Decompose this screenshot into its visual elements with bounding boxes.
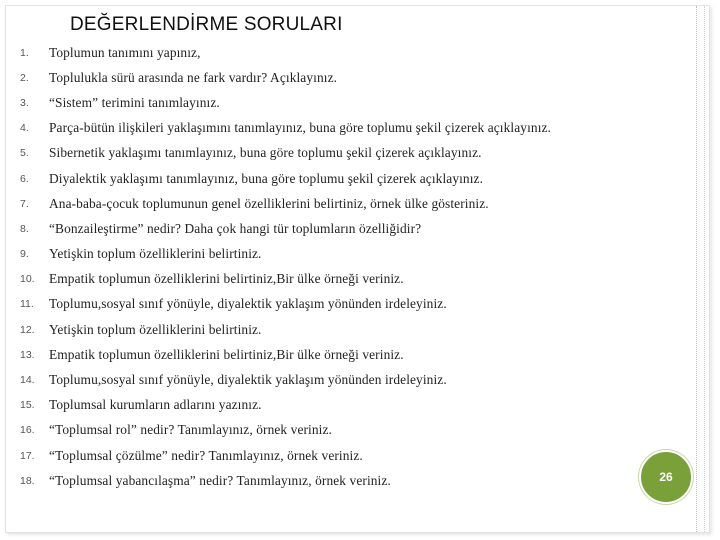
question-text: Ana-baba-çocuk toplumunun genel özelliklerini belirtiniz, örnek ülke gösteriniz.: [49, 195, 489, 211]
question-number: 9.: [20, 248, 29, 261]
question-number: 10.: [20, 273, 35, 286]
question-text: Toplumsal kurumların adlarını yazınız.: [49, 397, 262, 413]
page-number-badge: [639, 450, 693, 504]
question-item: [20, 116, 660, 141]
question-item: [20, 418, 660, 443]
question-text: Empatik toplumun özelliklerini belirtiniz,Bir ülke örneği veriniz.: [49, 271, 404, 287]
question-number: 16.: [20, 424, 35, 437]
question-item: [20, 468, 660, 493]
page-number: 26: [659, 470, 673, 484]
question-number: 8.: [20, 222, 29, 235]
question-item: [20, 393, 660, 418]
question-item: [20, 216, 660, 241]
question-item: [20, 443, 660, 468]
question-number: 6.: [20, 172, 29, 185]
question-item: [20, 65, 660, 90]
question-item: [20, 141, 660, 166]
question-text: “Bonzaileştirme” nedir? Daha çok hangi tür toplumların özelliğidir?: [49, 220, 422, 236]
question-number: 4.: [20, 122, 29, 135]
question-text: Toplumun tanımını yapınız,: [49, 44, 201, 60]
question-item: [20, 317, 660, 342]
question-number: 7.: [20, 197, 29, 210]
question-text: “Toplumsal çözülme” nedir? Tanımlayınız, örnek veriniz.: [49, 447, 363, 463]
slide-title: DEĞERLENDİRME SORULARI: [70, 14, 343, 35]
question-text: Toplulukla sürü arasında ne fark vardır? Açıklayınız.: [49, 69, 338, 85]
question-item: [20, 166, 660, 191]
question-number: 3.: [20, 96, 29, 109]
question-text: “Toplumsal rol” nedir? Tanımlayınız, örnek veriniz.: [49, 422, 332, 438]
question-number: 15.: [20, 399, 35, 412]
question-item: [20, 367, 660, 392]
question-item: [20, 242, 660, 267]
right-dotted-rule: [696, 6, 697, 532]
question-text: Empatik toplumun özelliklerini belirtiniz,Bir ülke örneği veriniz.: [49, 346, 404, 362]
question-text: Sibernetik yaklaşımı tanımlayınız, buna göre toplumu şekil çizerek açıklayınız.: [49, 145, 482, 161]
question-number: 12.: [20, 323, 35, 336]
question-item: [20, 191, 660, 216]
question-item: [20, 342, 660, 367]
question-number: 11.: [20, 298, 34, 311]
right-dotted-rule-outer: [704, 6, 705, 532]
question-item: [20, 40, 660, 65]
question-item: [20, 267, 660, 292]
question-number: 1.: [20, 46, 29, 59]
question-number: 13.: [20, 348, 35, 361]
question-item: [20, 90, 660, 115]
question-text: Diyalektik yaklaşımı tanımlayınız, buna göre toplumu şekil çizerek açıklayınız.: [49, 170, 484, 186]
question-text: Parça-bütün ilişkileri yaklaşımını tanımlayınız, buna göre toplumu şekil çizerek açıklayınız.: [49, 120, 552, 136]
question-number: 17.: [20, 449, 35, 462]
question-text: Yetişkin toplum özelliklerini belirtiniz.: [49, 321, 262, 337]
question-item: [20, 292, 660, 317]
question-text: Yetişkin toplum özelliklerini belirtiniz.: [49, 246, 262, 262]
question-text: “Sistem” terimini tanımlayınız.: [49, 94, 220, 110]
question-text: “Toplumsal yabancılaşma” nedir? Tanımlayınız, örnek veriniz.: [49, 472, 391, 488]
question-number: 14.: [20, 374, 35, 387]
question-number: 5.: [20, 147, 29, 160]
question-text: Toplumu,sosyal sınıf yönüyle, diyalektik yaklaşım yönünden irdeleyiniz.: [49, 372, 447, 388]
question-text: Toplumu,sosyal sınıf yönüyle, diyalektik yaklaşım yönünden irdeleyiniz.: [49, 296, 447, 312]
question-number: 18.: [20, 474, 35, 487]
question-list: [20, 40, 660, 493]
question-number: 2.: [20, 71, 29, 84]
